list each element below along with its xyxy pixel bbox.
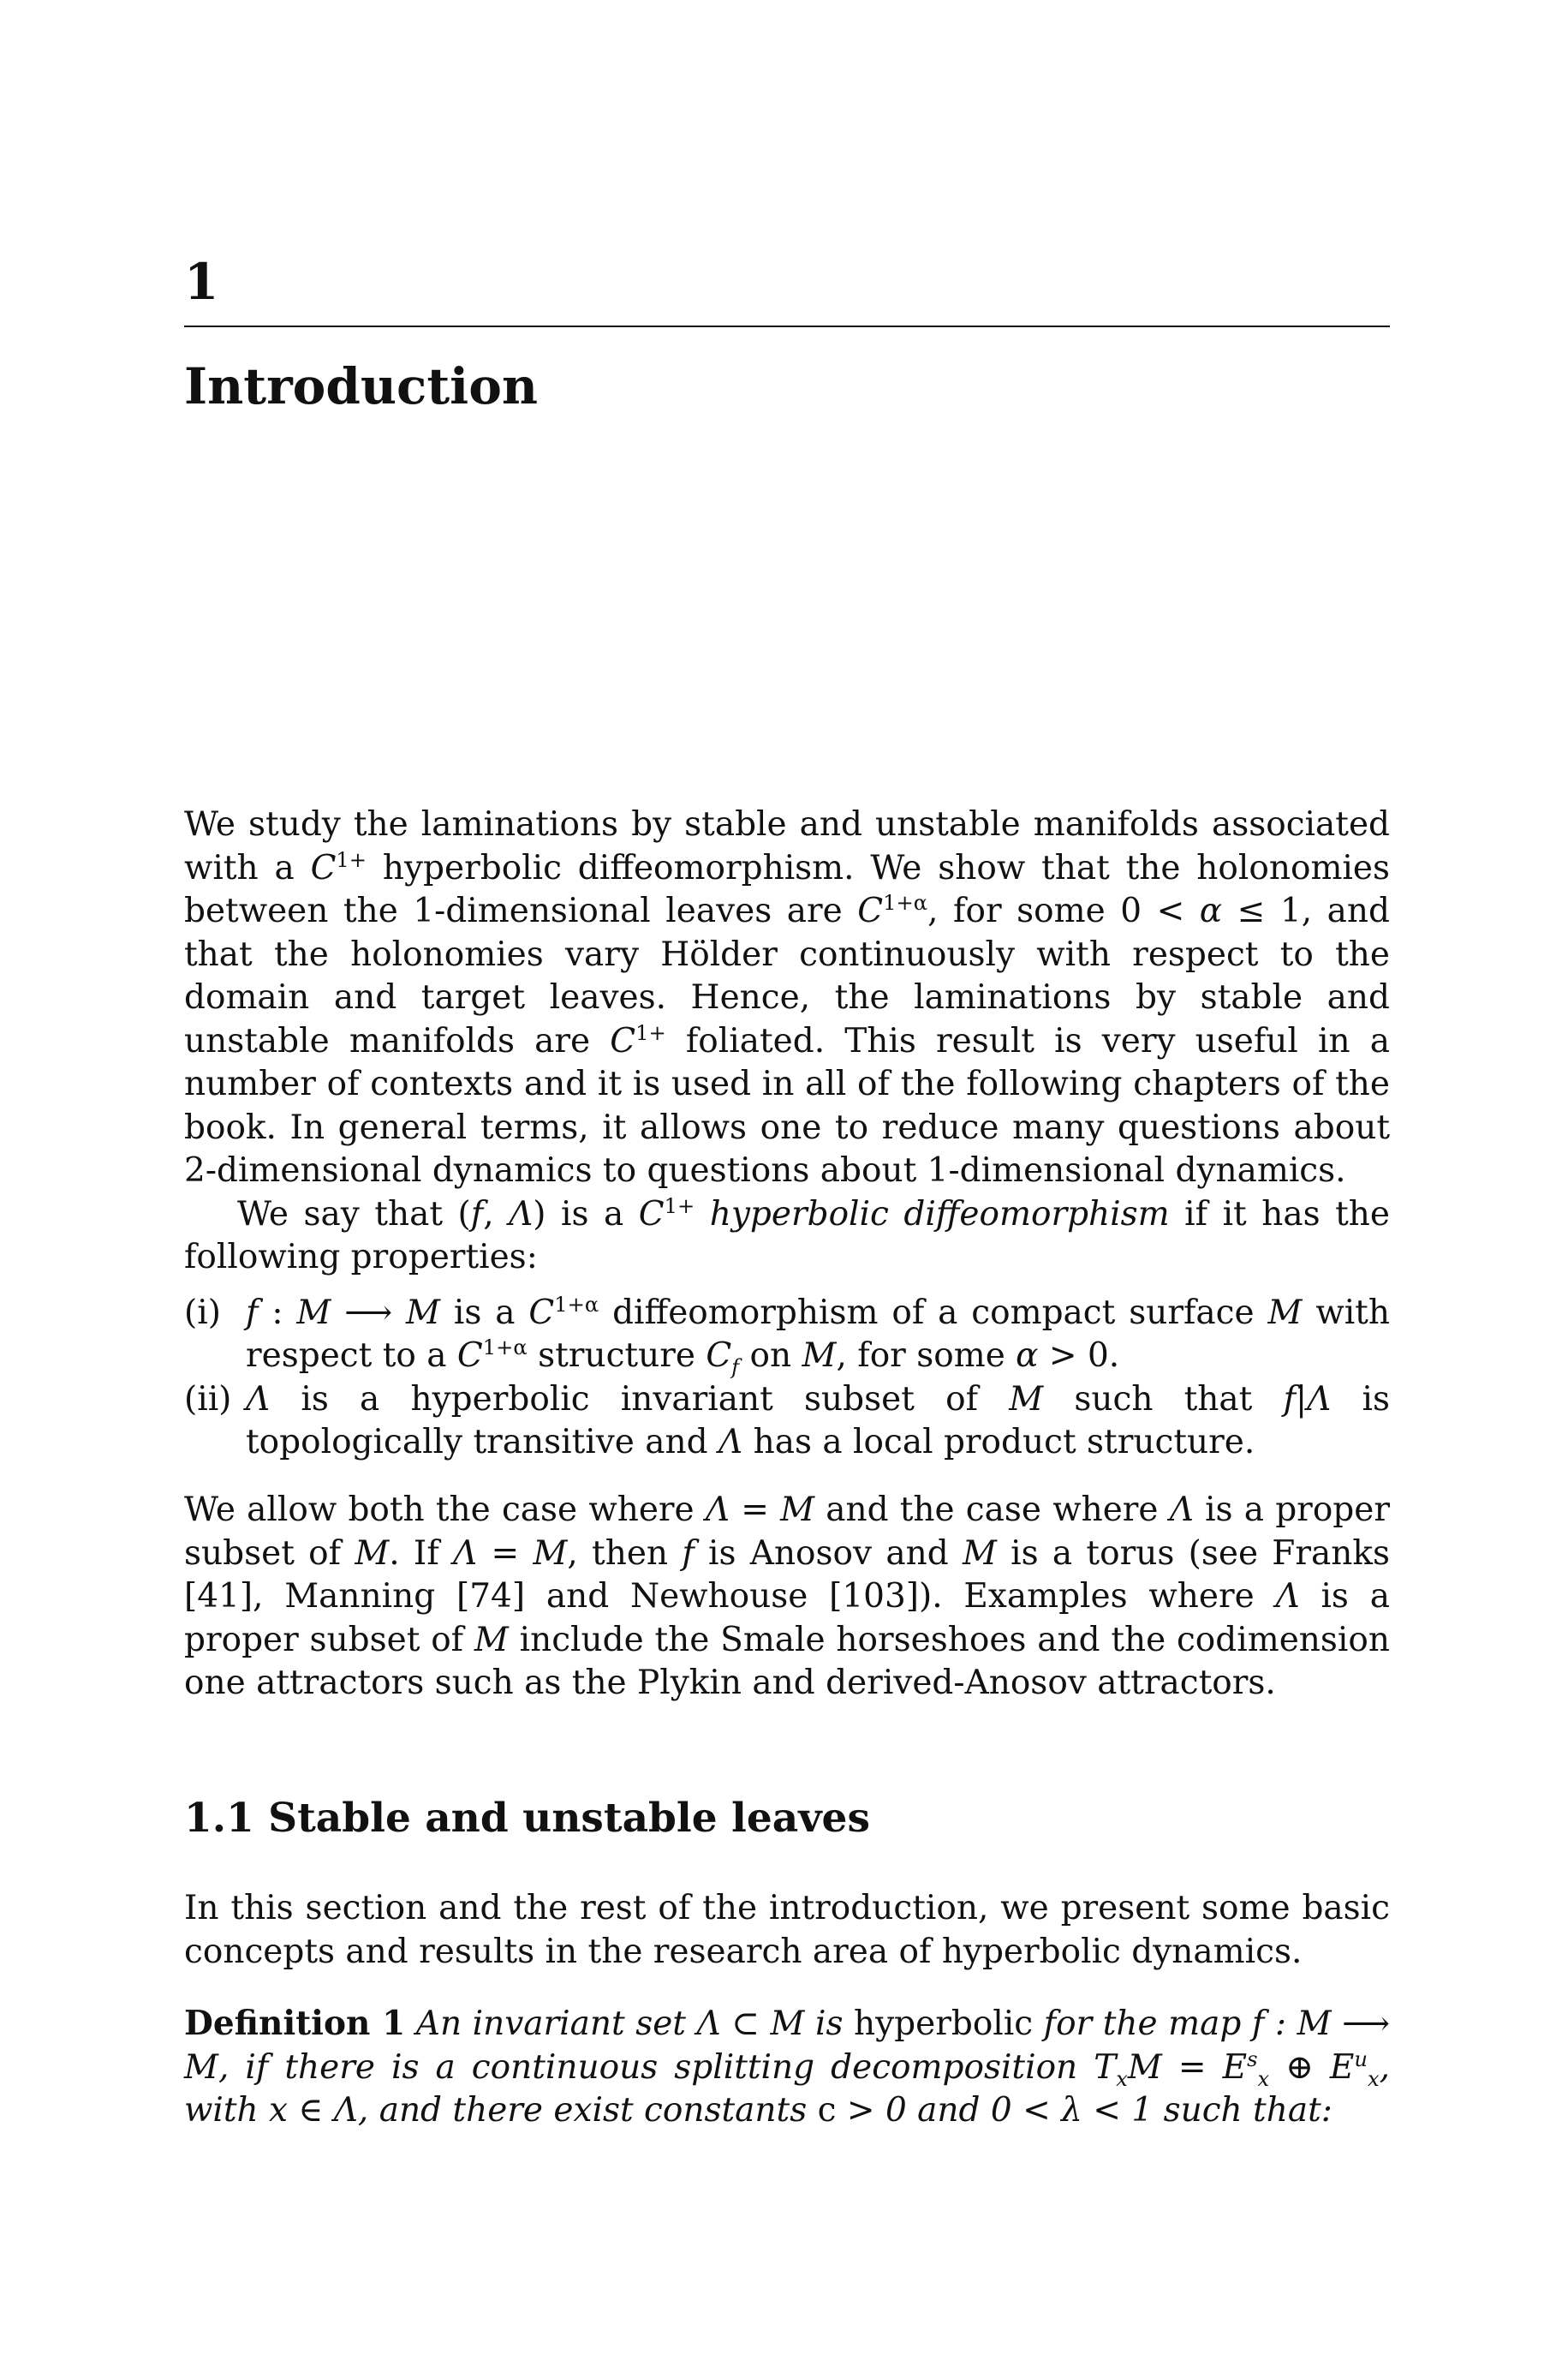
intro-abstract — [184, 804, 1390, 1465]
intro-paragraph-1: We study the laminations by stable and unstable manifolds associated with a $C^{1+}$ hyperbolic diffeomorphism. We show that the holonomies between the 1-dimensional leaves are $C^{1+\alpha}$, for some 0 < α ≤ 1, and that the holonomies vary Hölder continuously with respect to the domain and target leaves. Hence, the laminations by stable and unstable manifolds are $C^{1+}$ foliated. This result is very useful in a number of contexts and it is used in all of the following chapters of the book. In general terms, it allows one to reduce many questions about 2-dimensional dynamics to questions about 1-dimensional dynamics. — [184, 805, 1390, 1190]
section-paragraph: In this section and the rest of the introduction, we present some basic concepts and results in the research area of hyperbolic dynamics. — [184, 1889, 1390, 1971]
definition-block: Definition 1 An invariant set Λ ⊂ M is hyperbolic for the map f : M ⟶ M, if there is a continuous splitting decomposition $T_xM = E^s_x$ ⊕ $E^u_x$, with x ∈ Λ, and there exist constants c > 0 and 0 < λ < 1 such that: — [184, 2004, 1391, 2130]
chapter-title: Introduction — [184, 357, 539, 415]
definition-label: Definition 1 — [184, 2004, 406, 2043]
list-item: (ii) Λ is a hyperbolic invariant subset of M such that f|Λ is topologically transitive and Λ has a local product structure. — [184, 1379, 1391, 1461]
property-list — [184, 1292, 1390, 1465]
intro-paragraph-2: We say that (f, Λ) is a $C^{1+}$ hyperbolic diffeomorphism if it has the following properties: — [184, 1193, 1390, 1276]
chapter-number: 1 — [184, 253, 219, 311]
chapter-rule — [184, 326, 1390, 327]
defined-term: hyperbolic diffeomorphism — [709, 1194, 1170, 1234]
list-item: (i) f : M ⟶ M is a $C^{1+\alpha}$ diffeomorphism of a compact surface M with respect to a $C^{1+\alpha}$ structure $C_f$ on M, for some α > 0. — [184, 1292, 1390, 1379]
section-heading: 1.1 Stable and unstable leaves — [184, 1795, 870, 1842]
body-paragraph: We allow both the case where Λ = M and the case where Λ is a proper subset of M. If Λ = M, then f is Anosov and M is a torus (see Franks [41], Manning [74] and Newhouse [103]). Examples where Λ is a proper subset of M include the Smale horseshoes and the codimension one attractors such as the Plykin and derived-Anosov attractors. — [184, 1491, 1391, 1702]
